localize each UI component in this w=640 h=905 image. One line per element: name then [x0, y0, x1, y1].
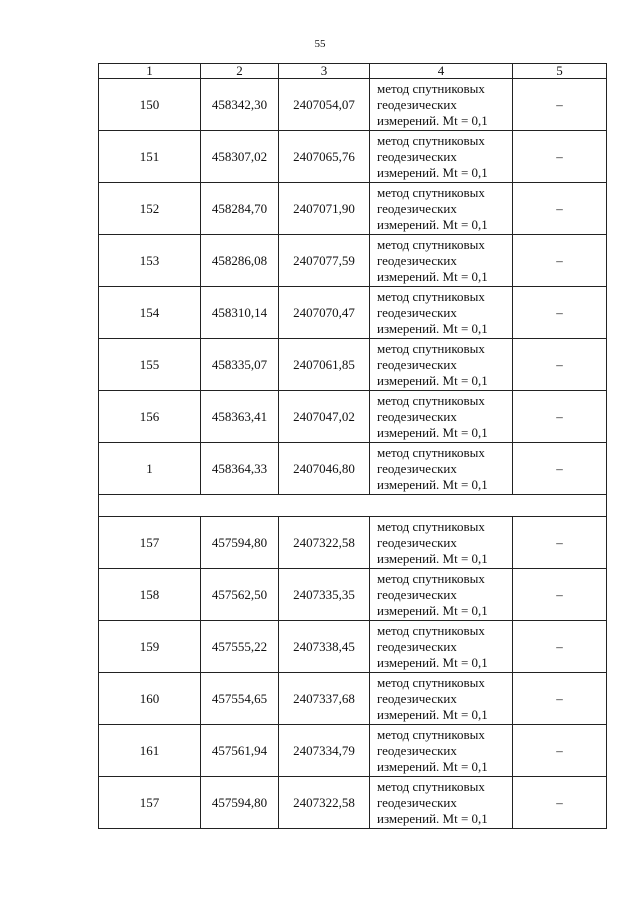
method-line: метод спутниковых: [377, 392, 485, 408]
table-row: [99, 79, 607, 131]
table-row: [99, 391, 607, 443]
table-row: [99, 621, 607, 673]
method-line: метод спутниковых: [377, 184, 485, 200]
point-number: 154: [99, 287, 201, 339]
table-row: [99, 517, 607, 569]
method-line: метод спутниковых: [377, 444, 485, 460]
separator-cell: [279, 495, 370, 517]
point-number: 161: [99, 725, 201, 777]
point-number: 152: [99, 183, 201, 235]
method-line: геодезических: [377, 356, 457, 372]
point-number: 1: [99, 443, 201, 495]
method-line: метод спутниковых: [377, 570, 485, 586]
method-line: метод спутниковых: [377, 778, 485, 794]
coordinate-x: 458310,14: [201, 287, 279, 339]
method-description: [370, 79, 513, 131]
coordinate-y: 2407338,45: [279, 621, 370, 673]
header-col-2: 2: [201, 64, 279, 79]
method-line: геодезических: [377, 460, 457, 476]
table-row: [99, 235, 607, 287]
accuracy-dash: –: [513, 235, 607, 287]
method-line: геодезических: [377, 148, 457, 164]
table-row: [99, 673, 607, 725]
coordinate-y: 2407046,80: [279, 443, 370, 495]
accuracy-dash: –: [513, 391, 607, 443]
point-number: 158: [99, 569, 201, 621]
method-line: геодезических: [377, 96, 457, 112]
method-line: измерений. Mt = 0,1: [377, 550, 488, 566]
method-line: измерений. Mt = 0,1: [377, 112, 488, 128]
coordinate-x: 458364,33: [201, 443, 279, 495]
method-description: [370, 339, 513, 391]
method-line: метод спутниковых: [377, 236, 485, 252]
coordinate-y: 2407070,47: [279, 287, 370, 339]
method-line: метод спутниковых: [377, 288, 485, 304]
method-line: метод спутниковых: [377, 622, 485, 638]
accuracy-dash: –: [513, 443, 607, 495]
method-line: метод спутниковых: [377, 340, 485, 356]
accuracy-dash: –: [513, 673, 607, 725]
method-line: геодезических: [377, 304, 457, 320]
coordinate-x: 457594,80: [201, 777, 279, 829]
table-row: [99, 777, 607, 829]
method-description: [370, 391, 513, 443]
group-separator-row: [99, 495, 607, 517]
method-line: измерений. Mt = 0,1: [377, 476, 488, 492]
separator-cell: [370, 495, 513, 517]
method-line: метод спутниковых: [377, 132, 485, 148]
method-description: [370, 725, 513, 777]
table-row: [99, 339, 607, 391]
accuracy-dash: –: [513, 621, 607, 673]
accuracy-dash: –: [513, 339, 607, 391]
method-line: измерений. Mt = 0,1: [377, 602, 488, 618]
point-number: 153: [99, 235, 201, 287]
method-line: измерений. Mt = 0,1: [377, 706, 488, 722]
method-line: измерений. Mt = 0,1: [377, 216, 488, 232]
coordinate-y: 2407077,59: [279, 235, 370, 287]
separator-cell: [99, 495, 201, 517]
point-number: 157: [99, 517, 201, 569]
coordinate-y: 2407322,58: [279, 777, 370, 829]
point-number: 151: [99, 131, 201, 183]
method-line: метод спутниковых: [377, 674, 485, 690]
method-line: измерений. Mt = 0,1: [377, 268, 488, 284]
page-number: 55: [314, 38, 326, 50]
method-line: геодезических: [377, 638, 457, 654]
coordinate-x: 458284,70: [201, 183, 279, 235]
method-line: геодезических: [377, 534, 457, 550]
accuracy-dash: –: [513, 725, 607, 777]
table-row: [99, 287, 607, 339]
table-row: [99, 183, 607, 235]
method-description: [370, 235, 513, 287]
point-number: 150: [99, 79, 201, 131]
accuracy-dash: –: [513, 517, 607, 569]
accuracy-dash: –: [513, 79, 607, 131]
coordinate-y: 2407054,07: [279, 79, 370, 131]
accuracy-dash: –: [513, 131, 607, 183]
coordinate-y: 2407061,85: [279, 339, 370, 391]
accuracy-dash: –: [513, 777, 607, 829]
table-row: [99, 569, 607, 621]
method-description: [370, 673, 513, 725]
coordinate-y: 2407065,76: [279, 131, 370, 183]
coordinate-y: 2407071,90: [279, 183, 370, 235]
point-number: 156: [99, 391, 201, 443]
coordinate-x: 458307,02: [201, 131, 279, 183]
method-line: измерений. Mt = 0,1: [377, 810, 488, 826]
method-description: [370, 183, 513, 235]
method-description: [370, 131, 513, 183]
table-row: [99, 443, 607, 495]
point-number: 157: [99, 777, 201, 829]
method-description: [370, 443, 513, 495]
method-line: измерений. Mt = 0,1: [377, 758, 488, 774]
table-body: [99, 79, 607, 829]
coordinate-x: 457561,94: [201, 725, 279, 777]
coordinate-y: 2407334,79: [279, 725, 370, 777]
header-col-3: 3: [279, 64, 370, 79]
coordinate-x: 458363,41: [201, 391, 279, 443]
coordinate-x: 457562,50: [201, 569, 279, 621]
coordinate-x: 457554,65: [201, 673, 279, 725]
table-row: [99, 725, 607, 777]
method-line: измерений. Mt = 0,1: [377, 424, 488, 440]
method-description: [370, 287, 513, 339]
method-line: геодезических: [377, 586, 457, 602]
method-description: [370, 621, 513, 673]
method-line: геодезических: [377, 690, 457, 706]
method-description: [370, 569, 513, 621]
method-line: геодезических: [377, 742, 457, 758]
method-line: измерений. Mt = 0,1: [377, 372, 488, 388]
separator-cell: [513, 495, 607, 517]
table-header-row: [99, 64, 607, 79]
coordinate-x: 458335,07: [201, 339, 279, 391]
coordinate-y: 2407337,68: [279, 673, 370, 725]
coordinates-table: [98, 63, 607, 829]
separator-cell: [201, 495, 279, 517]
header-col-1: 1: [99, 64, 201, 79]
accuracy-dash: –: [513, 569, 607, 621]
method-line: геодезических: [377, 794, 457, 810]
method-line: метод спутниковых: [377, 518, 485, 534]
method-line: геодезических: [377, 252, 457, 268]
table-row: [99, 131, 607, 183]
method-line: измерений. Mt = 0,1: [377, 654, 488, 670]
coordinate-x: 457555,22: [201, 621, 279, 673]
coordinate-y: 2407322,58: [279, 517, 370, 569]
method-line: метод спутниковых: [377, 80, 485, 96]
coordinate-y: 2407335,35: [279, 569, 370, 621]
accuracy-dash: –: [513, 287, 607, 339]
coordinate-x: 458286,08: [201, 235, 279, 287]
method-line: измерений. Mt = 0,1: [377, 320, 488, 336]
coordinate-y: 2407047,02: [279, 391, 370, 443]
method-description: [370, 777, 513, 829]
header-col-5: 5: [513, 64, 607, 79]
method-line: измерений. Mt = 0,1: [377, 164, 488, 180]
method-description: [370, 517, 513, 569]
method-line: метод спутниковых: [377, 726, 485, 742]
header-col-4: 4: [370, 64, 513, 79]
method-line: геодезических: [377, 200, 457, 216]
point-number: 160: [99, 673, 201, 725]
point-number: 159: [99, 621, 201, 673]
point-number: 155: [99, 339, 201, 391]
coordinate-x: 457594,80: [201, 517, 279, 569]
accuracy-dash: –: [513, 183, 607, 235]
coordinate-x: 458342,30: [201, 79, 279, 131]
method-line: геодезических: [377, 408, 457, 424]
